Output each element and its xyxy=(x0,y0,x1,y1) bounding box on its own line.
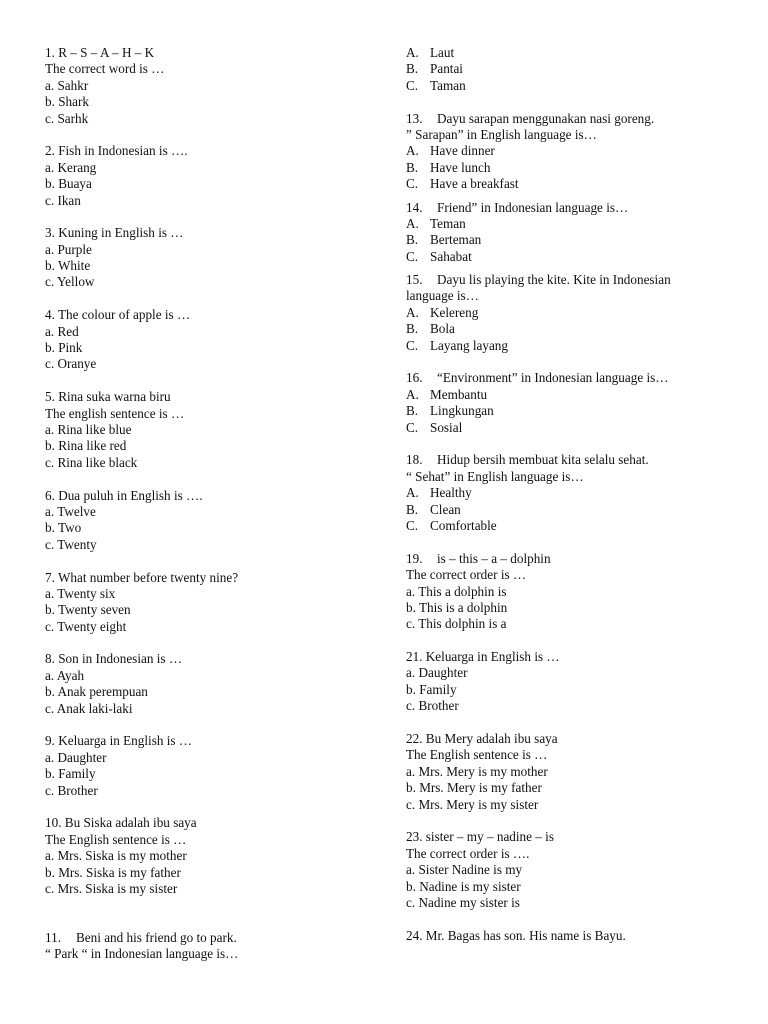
question-11-options xyxy=(406,45,746,94)
question-text xyxy=(406,452,746,468)
option-letter: A. xyxy=(406,45,419,60)
question-stem: The english sentence is … xyxy=(45,405,185,421)
question-7 xyxy=(45,570,380,636)
option-c: c. Brother xyxy=(45,782,98,798)
option-letter: C. xyxy=(406,419,419,435)
question-text xyxy=(406,200,746,216)
question-text: 10. Bu Siska adalah ibu saya xyxy=(45,815,197,831)
question-stem: The correct word is … xyxy=(45,61,165,77)
option-a xyxy=(406,387,746,403)
option-a: a. This a dolphin is xyxy=(406,583,507,599)
option-letter: A. xyxy=(406,215,419,231)
option-letter: C. xyxy=(406,337,419,353)
option-c xyxy=(406,338,746,354)
question-stem: The correct order is …. xyxy=(406,845,530,861)
option-b xyxy=(406,160,746,176)
question-body: Dayu sarapan menggunakan nasi goreng. xyxy=(437,110,655,126)
question-3 xyxy=(45,225,380,291)
left-column xyxy=(45,45,380,963)
question-text: 7. What number before twenty nine? xyxy=(45,569,239,585)
option-b: b. Nadine is my sister xyxy=(406,878,521,894)
option-text: Layang layang xyxy=(430,337,508,353)
question-number: 15. xyxy=(406,272,423,288)
option-b xyxy=(406,61,746,77)
option-text: Pantai xyxy=(430,61,463,77)
option-text: Sahabat xyxy=(430,248,472,264)
question-body: “Environment” in Indonesian language is… xyxy=(437,370,669,386)
option-a xyxy=(406,45,746,61)
option-letter: C. xyxy=(406,248,419,264)
option-b: b. Anak perempuan xyxy=(45,684,148,700)
option-a xyxy=(406,143,746,159)
option-a: a. Purple xyxy=(45,241,92,257)
option-c: c. Twenty xyxy=(45,536,97,552)
option-letter: B. xyxy=(406,501,419,517)
option-letter: B. xyxy=(406,321,419,337)
question-text: 5. Rina suka warna biru xyxy=(45,389,171,405)
option-a: a. Twelve xyxy=(45,503,96,519)
option-c: c. Sarhk xyxy=(45,110,89,126)
question-text: 6. Dua puluh in English is …. xyxy=(45,487,203,503)
question-stem: The English sentence is … xyxy=(406,747,548,763)
option-text: Bola xyxy=(430,321,455,337)
question-24 xyxy=(406,928,746,944)
question-2 xyxy=(45,143,380,209)
option-b: b. Mrs. Siska is my father xyxy=(45,864,181,880)
question-stem: language is… xyxy=(406,288,479,304)
option-c xyxy=(406,420,746,436)
option-c: c. This dolphin is a xyxy=(406,616,507,632)
question-21 xyxy=(406,649,746,715)
question-body: is – this – a – dolphin xyxy=(437,550,551,566)
option-text: Comfortable xyxy=(430,517,497,533)
option-text: Taman xyxy=(430,77,466,93)
option-a: a. Sister Nadine is my xyxy=(406,862,523,878)
option-letter: B. xyxy=(406,61,419,77)
option-text: Have dinner xyxy=(430,143,495,159)
option-a: a. Red xyxy=(45,323,79,339)
option-c: c. Nadine my sister is xyxy=(406,894,520,910)
right-column xyxy=(406,45,746,944)
question-text xyxy=(406,111,746,127)
option-c: c. Oranye xyxy=(45,356,97,372)
option-letter: B. xyxy=(406,159,419,175)
option-a: a. Daughter xyxy=(406,665,468,681)
option-b: b. Mrs. Mery is my father xyxy=(406,780,542,796)
question-number: 18. xyxy=(406,452,423,468)
option-b: b. Shark xyxy=(45,94,89,110)
option-a xyxy=(406,485,746,501)
option-c xyxy=(406,78,746,94)
option-text: Have lunch xyxy=(430,159,491,175)
question-text: 4. The colour of apple is … xyxy=(45,307,191,323)
option-text: Membantu xyxy=(430,386,488,402)
option-b xyxy=(406,321,746,337)
option-c: c. Yellow xyxy=(45,274,95,290)
option-letter: C. xyxy=(406,176,419,192)
question-text: 1. R – S – A – H – K xyxy=(45,45,155,60)
question-18 xyxy=(406,452,746,534)
option-text: Teman xyxy=(430,215,466,231)
question-9 xyxy=(45,733,380,799)
option-text: Have a breakfast xyxy=(430,176,519,192)
question-number: 16. xyxy=(406,370,423,386)
option-text: Laut xyxy=(430,45,455,60)
option-b: b. Twenty seven xyxy=(45,602,131,618)
question-stem: The correct order is … xyxy=(406,567,527,583)
option-c xyxy=(406,518,746,534)
option-a xyxy=(406,305,746,321)
question-stem: “ Park “ in Indonesian language is… xyxy=(45,946,239,962)
option-text: Berteman xyxy=(430,232,482,248)
question-number: 13. xyxy=(406,110,423,126)
question-number: 11. xyxy=(45,930,61,946)
option-c: c. Anak laki-laki xyxy=(45,700,133,716)
question-text xyxy=(406,551,746,567)
option-b: b. Pink xyxy=(45,340,83,356)
option-c xyxy=(406,249,746,265)
question-number: 19. xyxy=(406,550,423,566)
option-b: b. Family xyxy=(406,681,457,697)
option-text: Healthy xyxy=(430,485,472,501)
option-c: c. Twenty eight xyxy=(45,618,127,634)
question-text: 22. Bu Mery adalah ibu saya xyxy=(406,731,558,747)
question-text: 2. Fish in Indonesian is …. xyxy=(45,143,188,159)
question-body: Dayu lis playing the kite. Kite in Indonesian xyxy=(437,272,671,288)
option-text: Sosial xyxy=(430,419,463,435)
question-text: 21. Keluarga in English is … xyxy=(406,649,560,665)
question-text: 24. Mr. Bagas has son. His name is Bayu. xyxy=(406,927,626,943)
question-body: Beni and his friend go to park. xyxy=(76,930,237,946)
option-c: c. Rina like black xyxy=(45,454,138,470)
option-b: b. This is a dolphin xyxy=(406,599,508,615)
question-8 xyxy=(45,651,380,717)
option-text: Lingkungan xyxy=(430,403,494,419)
option-a: a. Sahkr xyxy=(45,77,89,93)
option-b xyxy=(406,403,746,419)
option-c: c. Brother xyxy=(406,698,459,714)
question-16 xyxy=(406,370,746,436)
option-b xyxy=(406,502,746,518)
question-text xyxy=(406,272,746,288)
question-4 xyxy=(45,307,380,373)
option-a: a. Daughter xyxy=(45,749,107,765)
question-body: Hidup bersih membuat kita selalu sehat. xyxy=(437,452,649,468)
option-text: Kelereng xyxy=(430,304,479,320)
option-c: c. Mrs. Mery is my sister xyxy=(406,796,539,812)
question-text: 9. Keluarga in English is … xyxy=(45,733,193,749)
question-11 xyxy=(45,930,380,963)
option-c xyxy=(406,176,746,192)
question-number: 14. xyxy=(406,199,423,215)
option-letter: B. xyxy=(406,403,419,419)
option-a: a. Kerang xyxy=(45,159,97,175)
question-text xyxy=(406,370,746,386)
question-19 xyxy=(406,551,746,633)
question-text: 8. Son in Indonesian is … xyxy=(45,651,183,667)
option-letter: A. xyxy=(406,485,419,501)
question-10 xyxy=(45,815,380,897)
option-b xyxy=(406,232,746,248)
question-1 xyxy=(45,45,380,127)
question-stem: ” Sarapan” in English language is… xyxy=(406,126,597,142)
option-c: c. Mrs. Siska is my sister xyxy=(45,880,178,896)
option-text: Clean xyxy=(430,501,461,517)
question-text: 3. Kuning in English is … xyxy=(45,225,184,241)
question-5 xyxy=(45,389,380,471)
question-text: 23. sister – my – nadine – is xyxy=(406,829,554,845)
question-14 xyxy=(406,200,746,266)
question-text xyxy=(45,930,380,946)
option-b: b. Family xyxy=(45,766,96,782)
question-22 xyxy=(406,731,746,813)
question-23 xyxy=(406,829,746,911)
option-letter: A. xyxy=(406,386,419,402)
option-a: a. Twenty six xyxy=(45,585,116,601)
question-13 xyxy=(406,111,746,193)
option-letter: A. xyxy=(406,143,419,159)
option-letter: C. xyxy=(406,77,419,93)
option-b: b. Two xyxy=(45,520,82,536)
option-b: b. Buaya xyxy=(45,176,92,192)
option-a: a. Mrs. Mery is my mother xyxy=(406,763,548,779)
question-stem: The English sentence is … xyxy=(45,831,187,847)
option-a: a. Ayah xyxy=(45,667,85,683)
question-stem: “ Sehat” in English language is… xyxy=(406,468,584,484)
option-letter: A. xyxy=(406,304,419,320)
option-a xyxy=(406,216,746,232)
question-body: Friend” in Indonesian language is… xyxy=(437,199,629,215)
question-15 xyxy=(406,272,746,354)
option-a: a. Rina like blue xyxy=(45,421,132,437)
option-c: c. Ikan xyxy=(45,192,81,208)
option-a: a. Mrs. Siska is my mother xyxy=(45,848,187,864)
question-6 xyxy=(45,488,380,554)
option-b: b. Rina like red xyxy=(45,438,127,454)
option-b: b. White xyxy=(45,258,91,274)
option-letter: B. xyxy=(406,232,419,248)
option-letter: C. xyxy=(406,517,419,533)
